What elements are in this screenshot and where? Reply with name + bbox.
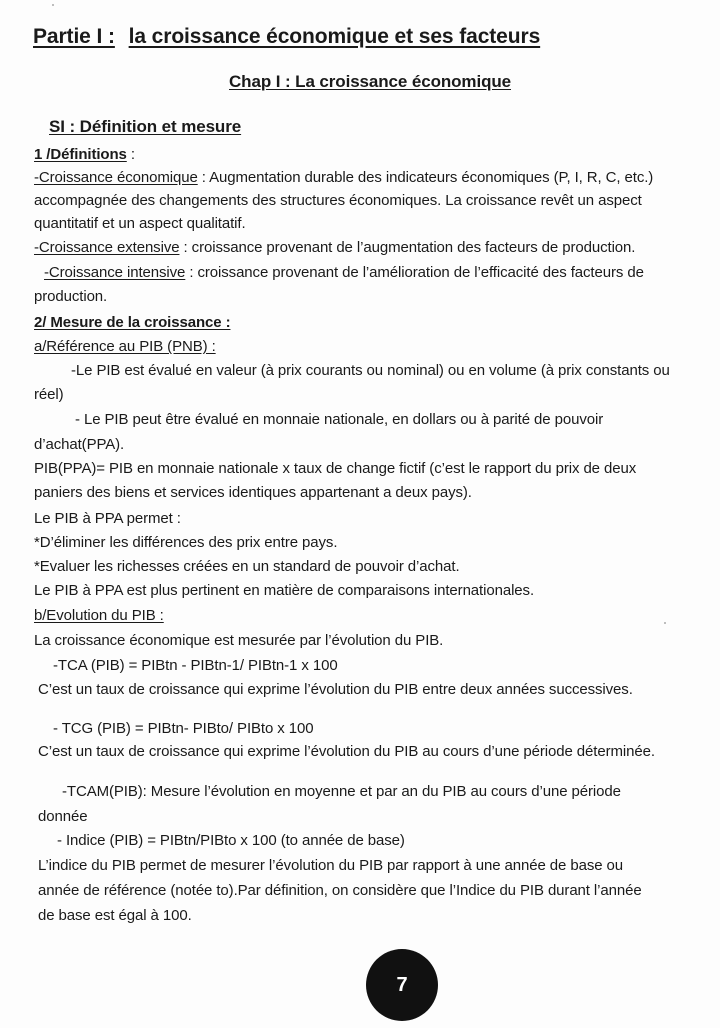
def-extensive: -Croissance extensive : croissance provenant de l’augmentation des facteurs de production. <box>34 239 636 256</box>
term-intensive: -Croissance intensive <box>44 264 186 281</box>
part-heading <box>33 24 540 50</box>
a-line10: Le PIB à PPA est plus pertinent en matière de comparaisons internationales. <box>34 582 535 599</box>
a-line4: d’achat(PPA). <box>34 436 125 453</box>
b-line11: de base est égal à 100. <box>38 907 192 924</box>
page-number: 7 <box>396 973 408 996</box>
part-title: la croissance économique et ses facteurs <box>128 25 541 48</box>
a-line8: *D’éliminer les différences des prix entre pays. <box>34 534 338 551</box>
scan-speck <box>664 622 666 624</box>
def-croissance-line1: -Croissance économique : Augmentation durable des indicateurs économiques (P, I, R, C, etc.) <box>34 169 654 186</box>
sub-heading-b: b/Evolution du PIB : <box>34 607 164 624</box>
b-formula-tca: -TCA (PIB) = PIBtn - PIBtn-1/ PIBtn-1 x 100 <box>53 657 338 674</box>
b-formula-tcam: -TCAM(PIB): Mesure l’évolution en moyenne et par an du PIB au cours d’une période <box>62 783 621 800</box>
mesure-heading: 2/ Mesure de la croissance : <box>34 314 231 331</box>
a-line3: - Le PIB peut être évalué en monnaie nationale, en dollars ou à parité de pouvoir <box>75 411 604 428</box>
def-croissance-line2: accompagnée des changements des structures économiques. La croissance revêt un aspect <box>34 192 642 209</box>
a-line5: PIB(PPA)= PIB en monnaie nationale x taux de change fictif (c’est le rapport du prix de deux <box>34 460 637 477</box>
def-croissance-line3: quantitatif et un aspect qualitatif. <box>34 215 246 232</box>
def-intensive-line1: -Croissance intensive : croissance provenant de l’amélioration de l’efficacité des facteurs de <box>44 264 644 281</box>
b-line7: donnée <box>38 808 88 825</box>
a-line9: *Evaluer les richesses créées en un standard de pouvoir d’achat. <box>34 558 460 575</box>
b-line10: année de référence (notée to).Par définition, on considère que l’Indice du PIB durant l’année <box>38 882 642 899</box>
b-line1: La croissance économique est mesurée par l’évolution du PIB. <box>34 632 444 649</box>
b-line5: C’est un taux de croissance qui exprime l’évolution du PIB au cours d’une période déterminée. <box>38 743 655 760</box>
scan-speck <box>52 4 54 6</box>
a-line2: réel) <box>34 386 64 403</box>
chapter-title: Chap I : La croissance économique <box>229 72 511 91</box>
a-line6: paniers des biens et services identiques appartenant a deux pays). <box>34 484 472 501</box>
page-number-badge <box>366 949 438 1021</box>
b-formula-tcg: - TCG (PIB) = PIBtn- PIBto/ PIBto x 100 <box>53 720 314 737</box>
term-extensive: -Croissance extensive <box>34 239 180 256</box>
part-label: Partie I : <box>33 25 115 48</box>
b-line9: L’indice du PIB permet de mesurer l’évolution du PIB par rapport à une année de base ou <box>38 857 624 874</box>
sub-heading-a: a/Référence au PIB (PNB) : <box>34 338 216 355</box>
def-intensive-line2: production. <box>34 288 108 305</box>
term-croissance: -Croissance économique <box>34 169 198 186</box>
a-line1: -Le PIB est évalué en valeur (à prix courants ou nominal) ou en volume (à prix constants ou <box>71 362 670 379</box>
a-line7: Le PIB à PPA permet : <box>34 510 181 527</box>
section-title: SI : Définition et mesure <box>49 117 242 136</box>
b-line3: C’est un taux de croissance qui exprime l’évolution du PIB entre deux années successives. <box>38 681 633 698</box>
b-formula-indice: - Indice (PIB) = PIBtn/PIBto x 100 (to année de base) <box>57 832 405 849</box>
definitions-heading: 1 /Définitions : <box>34 146 135 163</box>
